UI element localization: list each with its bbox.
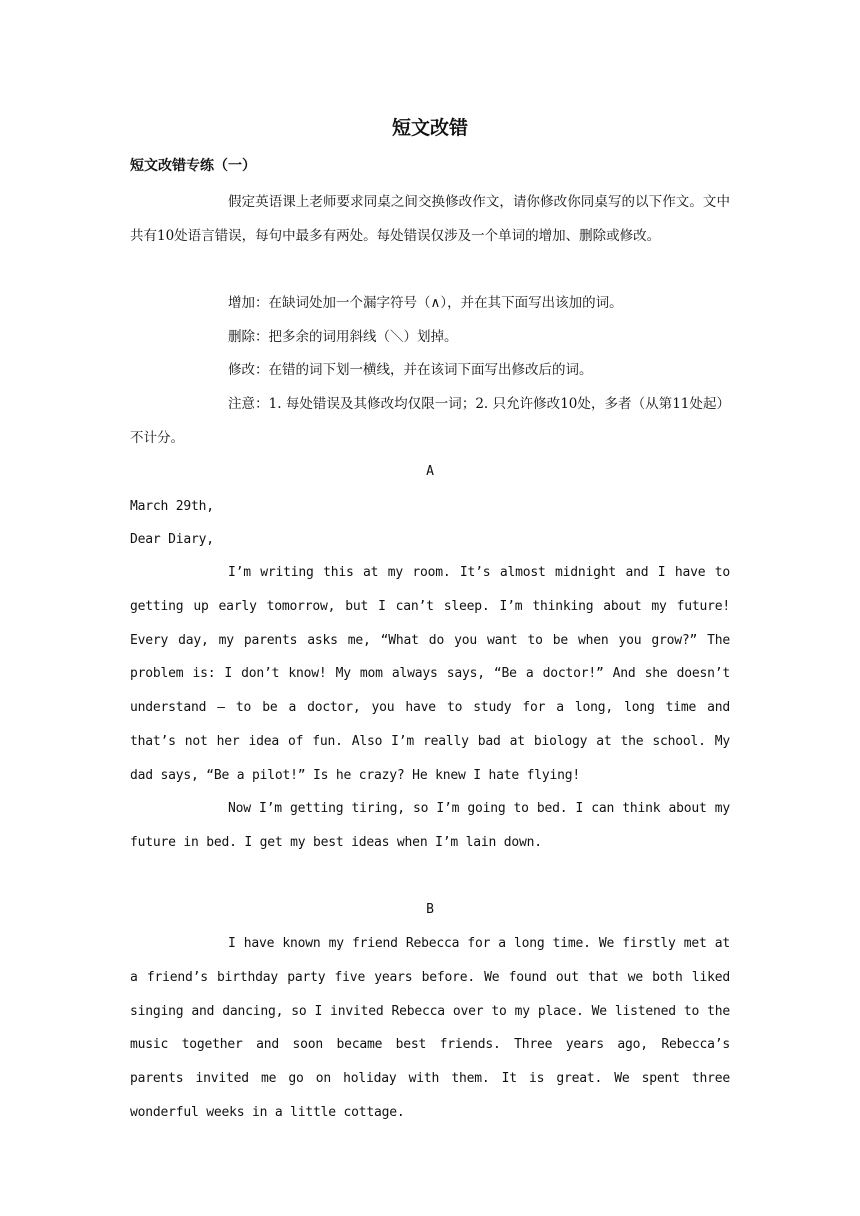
passage-b-label: B xyxy=(426,902,434,917)
passage-a-paragraph-1: I’m writing this at my room. It’s almost midnight and I have to getting up early tomorrow, but I can’t sleep. I’m thinking about my future! Every day, my parents asks me, “What do you want to be when you grow?” The problem is: I don’t know! My mom always says, “Be a doctor!” And she doesn’t understand — to be a doctor, you have to study for a long, long time and that’s not her idea of fun. Also I’m really bad at biology at the school. My dad says, “Be a pilot!” Is he crazy? He knew I hate flying! xyxy=(130,565,730,783)
rule-add: 增加：在缺词处加一个漏字符号（∧），并在其下面写出该加的词。 xyxy=(228,295,623,311)
page-title: 短文改错 xyxy=(391,117,468,139)
section-heading: 短文改错专练（一） xyxy=(130,158,256,174)
instructions-intro: 假定英语课上老师要求同桌之间交换修改作文，请你修改你同桌写的以下作文。文中共有10处语言错误，每句中最多有两处。每处错误仅涉及一个单词的增加、删除或修改。 xyxy=(130,194,730,244)
passage-a-paragraph-2: Now I’m getting tiring, so I’m going to bed. I can think about my future in bed. I get my best ideas when I’m lain down. xyxy=(130,801,730,850)
passage-a-label: A xyxy=(426,464,434,479)
rule-note: 注意：1. 每处错误及其修改均仅限一词；2. 只允许修改10处，多者（从第11处起）不计分。 xyxy=(130,396,730,446)
passage-b-paragraph-1: I have known my friend Rebecca for a long time. We firstly met at a friend’s birthday party five years before. We found out that we both liked singing and dancing, so I invited Rebecca over to my place. We listened to the music together and soon became best friends. Three years ago, Rebecca’s parents invited me go on holiday with them. It is great. We spent three wonderful weeks in a little cottage. xyxy=(130,936,730,1120)
rule-modify: 修改：在错的词下划一横线，并在该词下面写出修改后的词。 xyxy=(228,362,593,378)
passage-a-date: March 29th, xyxy=(130,499,214,514)
passage-a-greeting: Dear Diary, xyxy=(130,532,214,547)
rule-delete: 删除：把多余的词用斜线（＼）划掉。 xyxy=(228,329,458,345)
